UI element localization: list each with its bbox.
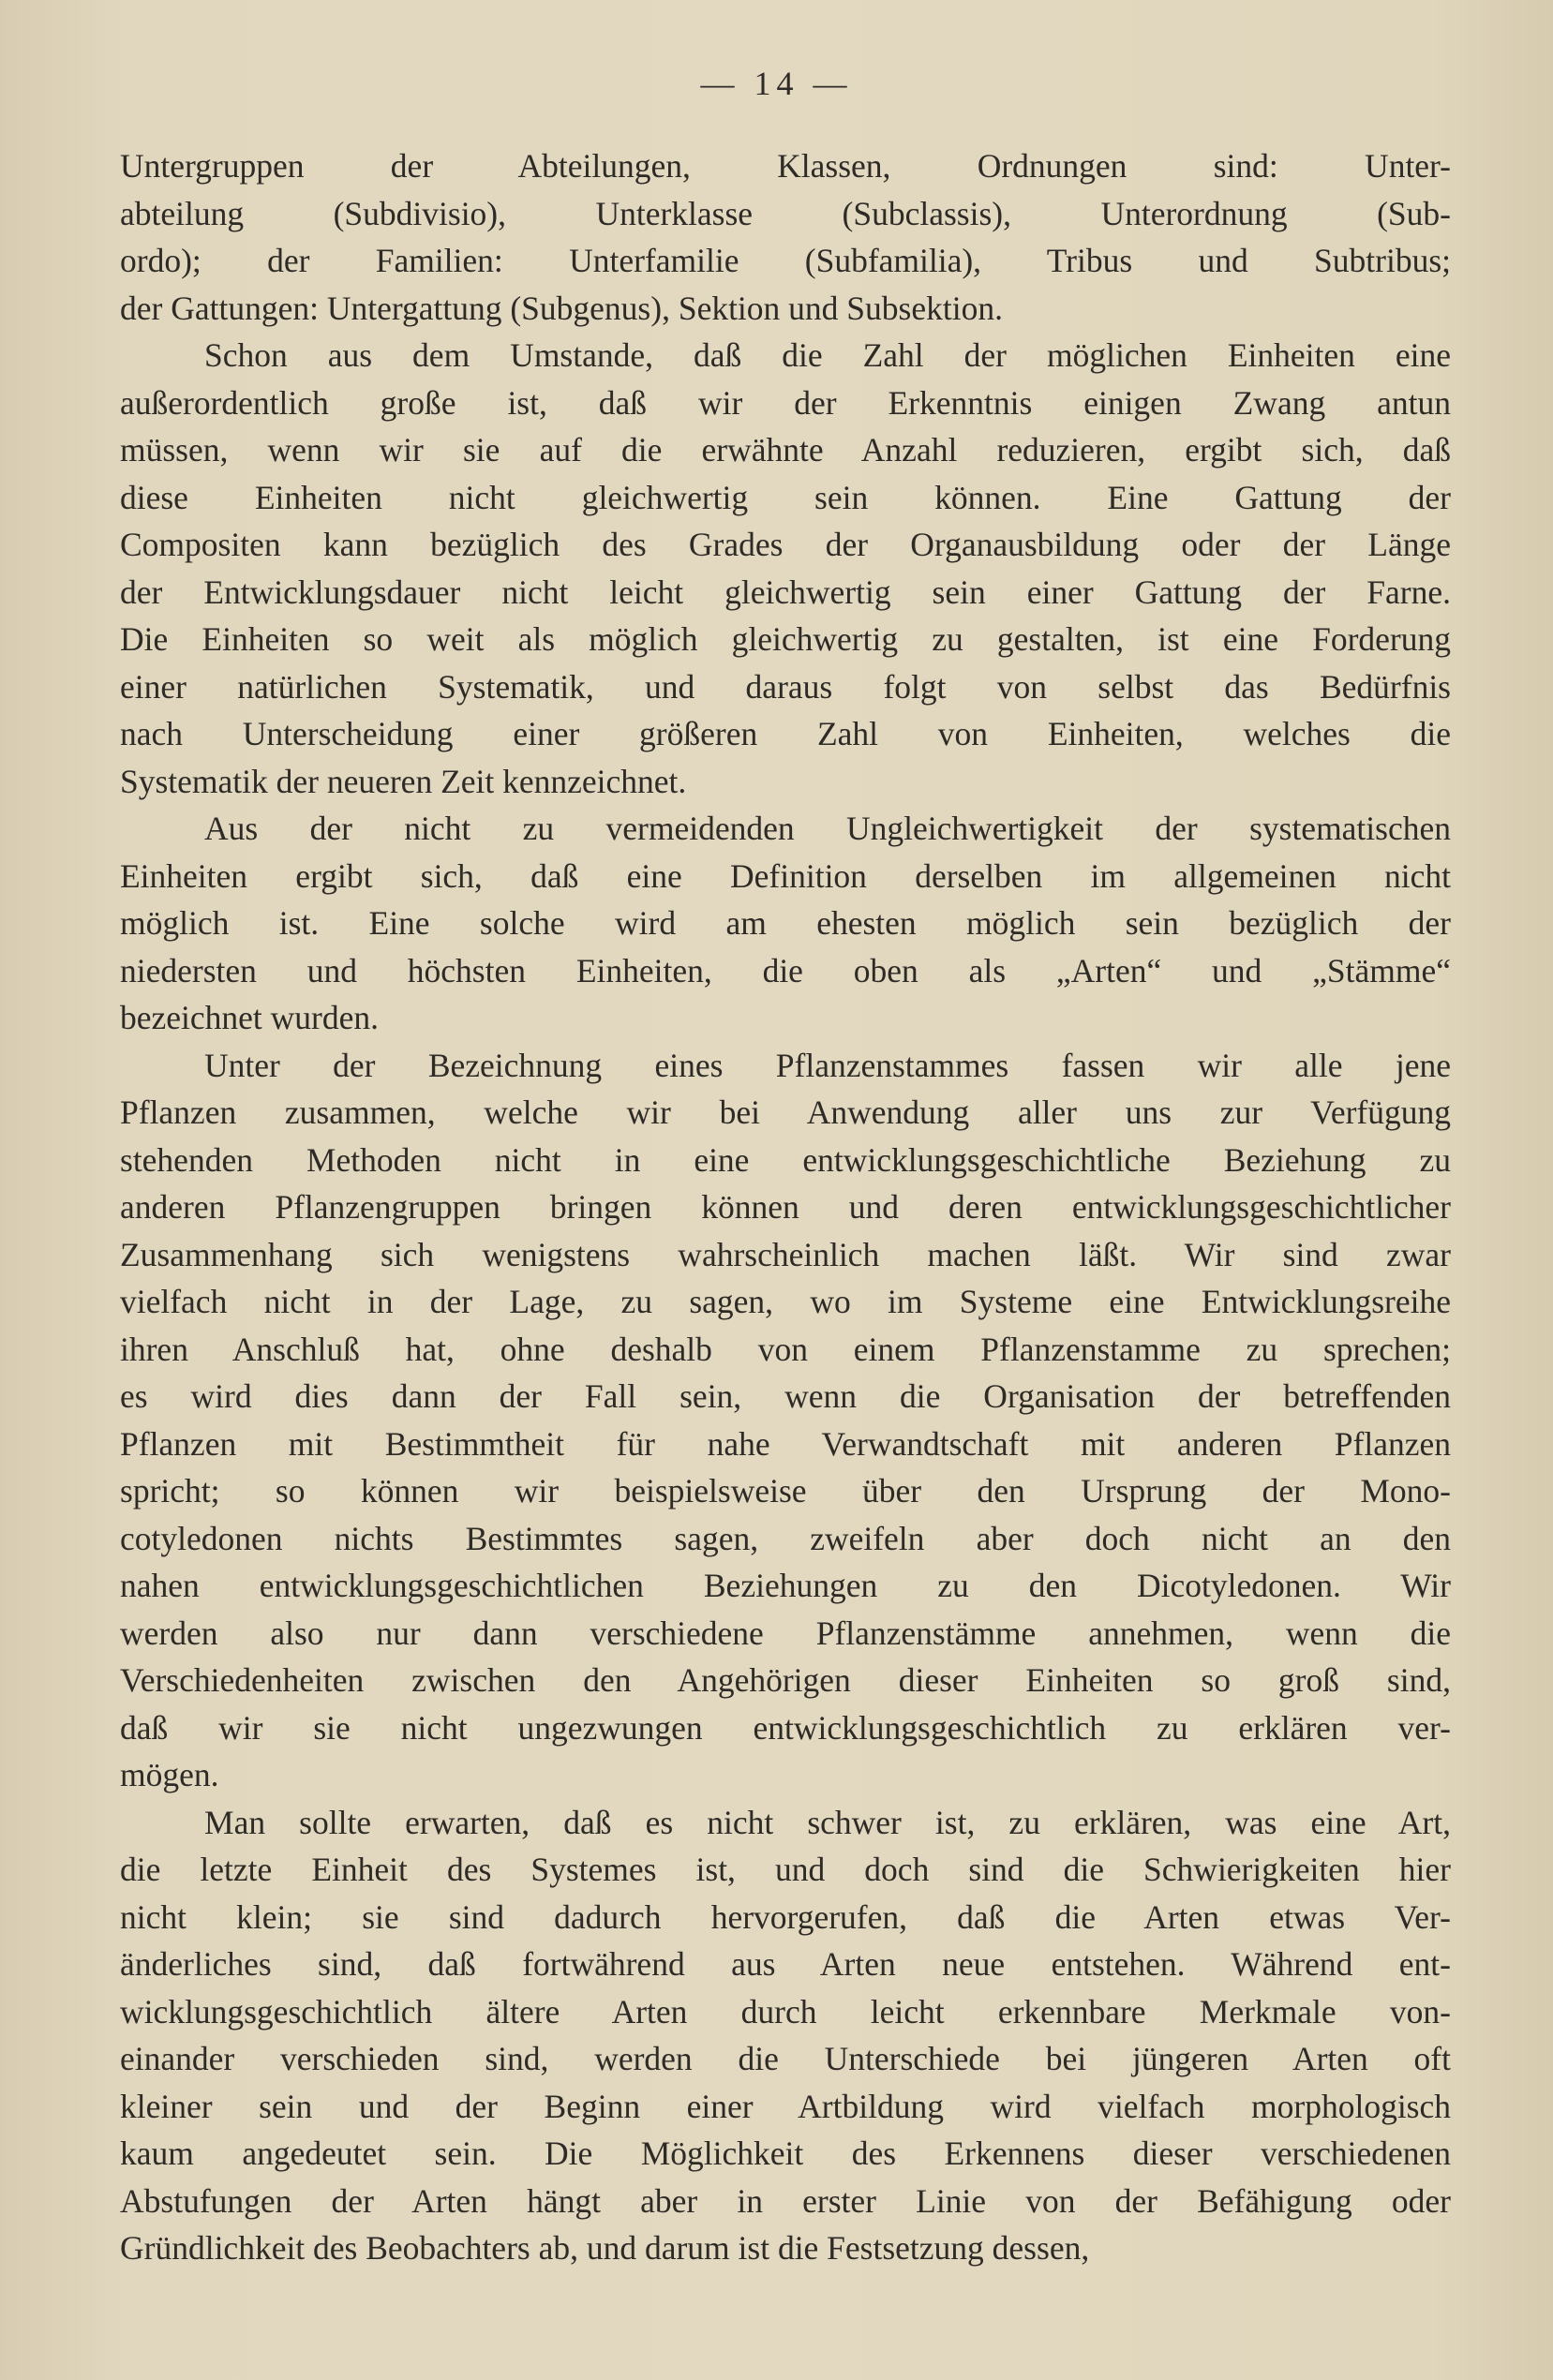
- text-line: Schon aus dem Umstande, daß die Zahl der möglichen Einheiten eine: [204, 336, 1451, 374]
- text-line: wicklungsgeschichtlich ältere Arten durch leicht erkennbare Merkmale von-: [120, 1992, 1451, 2030]
- text-line: werden also nur dann verschiedene Pflanzenstämme annehmen, wenn die: [120, 1614, 1451, 1652]
- text-line: der Entwicklungsdauer nicht leicht gleichwertig sein einer Gattung der Farne.: [120, 573, 1451, 611]
- text-line: Untergruppen der Abteilungen, Klassen, Ordnungen sind: Unter-: [120, 147, 1451, 185]
- text-line: stehenden Methoden nicht in eine entwicklungsgeschichtliche Beziehung zu: [120, 1140, 1451, 1179]
- text-line: Zusammenhang sich wenigstens wahrscheinlich machen läßt. Wir sind zwar: [120, 1235, 1451, 1273]
- text-line: einander verschieden sind, werden die Unterschiede bei jüngeren Arten oft: [120, 2040, 1451, 2077]
- text-line: einer natürlichen Systematik, und daraus folgt von selbst das Bedürfnis: [120, 667, 1451, 706]
- text-line: Compositen kann bezüglich des Grades der Organausbildung oder der Länge: [120, 526, 1451, 563]
- paragraph: [120, 1799, 1451, 2272]
- text-line: die letzte Einheit des Systemes ist, und doch sind die Schwierigkeiten hier: [120, 1851, 1451, 1888]
- text-line: Man sollte erwarten, daß es nicht schwer ist, zu erklären, was eine Art,: [204, 1803, 1451, 1841]
- page-number: — 14 —: [700, 65, 853, 102]
- paragraph: [120, 142, 1451, 332]
- text-line: nicht klein; sie sind dadurch hervorgerufen, daß die Arten etwas Ver-: [120, 1897, 1451, 1936]
- text-line: möglich ist. Eine solche wird am ehesten möglich sein bezüglich der: [120, 904, 1451, 942]
- text-line: cotyledonen nichts Bestimmtes sagen, zweifeln aber doch nicht an den: [120, 1519, 1451, 1557]
- text-line: Pflanzen zusammen, welche wir bei Anwendung aller uns zur Verfügung: [120, 1093, 1451, 1131]
- text-line: niedersten und höchsten Einheiten, die oben als „Arten“ und „Stämme“: [120, 951, 1451, 989]
- text-line: kaum angedeutet sein. Die Möglichkeit des Erkennens dieser verschiedenen: [120, 2135, 1451, 2172]
- text-line: ihren Anschluß hat, ohne deshalb von einem Pflanzenstamme zu sprechen;: [120, 1330, 1451, 1368]
- text-line: Systematik der neueren Zeit kennzeichnet.: [120, 762, 687, 800]
- text-line: Einheiten ergibt sich, daß eine Definition derselben im allgemeinen nicht: [120, 856, 1451, 895]
- text-line: daß wir sie nicht ungezwungen entwicklungsgeschichtlich zu erklären ver-: [120, 1708, 1451, 1747]
- text-line: Aus der nicht zu vermeidenden Ungleichwertigkeit der systematischen: [204, 810, 1451, 847]
- text-line: Unter der Bezeichnung eines Pflanzenstammes fassen wir alle jene: [204, 1046, 1451, 1084]
- text-line: es wird dies dann der Fall sein, wenn die Organisation der betreffenden: [120, 1377, 1451, 1415]
- text-line: diese Einheiten nicht gleichwertig sein können. Eine Gattung der: [120, 478, 1451, 516]
- text-line: ordo); der Familien: Unterfamilie (Subfamilia), Tribus und Subtribus;: [120, 242, 1451, 279]
- text-line: Verschiedenheiten zwischen den Angehörigen dieser Einheiten so groß sind,: [120, 1661, 1451, 1699]
- text-line: abteilung (Subdivisio), Unterklasse (Subclassis), Unterordnung (Sub-: [120, 194, 1451, 232]
- body-text: [120, 142, 1451, 2272]
- text-line: anderen Pflanzengruppen bringen können und deren entwicklungsgeschichtlicher: [120, 1188, 1451, 1226]
- text-line: kleiner sein und der Beginn einer Artbildung wird vielfach morphologisch: [120, 2087, 1451, 2125]
- text-line: der Gattungen: Untergattung (Subgenus), Sektion und Subsektion.: [120, 289, 1003, 327]
- text-line: änderliches sind, daß fortwährend aus Arten neue entstehen. Während ent-: [120, 1945, 1451, 1983]
- text-line: außerordentlich große ist, daß wir der Erkenntnis einigen Zwang antun: [120, 383, 1451, 422]
- text-line: vielfach nicht in der Lage, zu sagen, wo im Systeme eine Entwicklungsreihe: [120, 1283, 1451, 1320]
- text-line: Die Einheiten so weit als möglich gleichwertig zu gestalten, ist eine Forderung: [120, 620, 1451, 658]
- text-line: müssen, wenn wir sie auf die erwähnte Anzahl reduzieren, ergibt sich, daß: [120, 431, 1451, 469]
- text-line: Gründlichkeit des Beobachters ab, und darum ist die Festsetzung dessen,: [120, 2229, 1090, 2267]
- text-line: bezeichnet wurden.: [120, 999, 379, 1036]
- paragraph: [120, 332, 1451, 805]
- text-line: Abstufungen der Arten hängt aber in erster Linie von der Befähigung oder: [120, 2181, 1451, 2220]
- text-line: nahen entwicklungsgeschichtlichen Beziehungen zu den Dicotyledonen. Wir: [120, 1567, 1451, 1604]
- paragraph: [120, 1042, 1451, 1799]
- text-line: spricht; so können wir beispielsweise über den Ursprung der Mono-: [120, 1472, 1451, 1510]
- text-line: mögen.: [120, 1756, 219, 1793]
- text-line: nach Unterscheidung einer größeren Zahl von Einheiten, welches die: [120, 715, 1451, 752]
- text-line: Pflanzen mit Bestimmtheit für nahe Verwandtschaft mit anderen Pflanzen: [120, 1424, 1451, 1463]
- paragraph: [120, 805, 1451, 1042]
